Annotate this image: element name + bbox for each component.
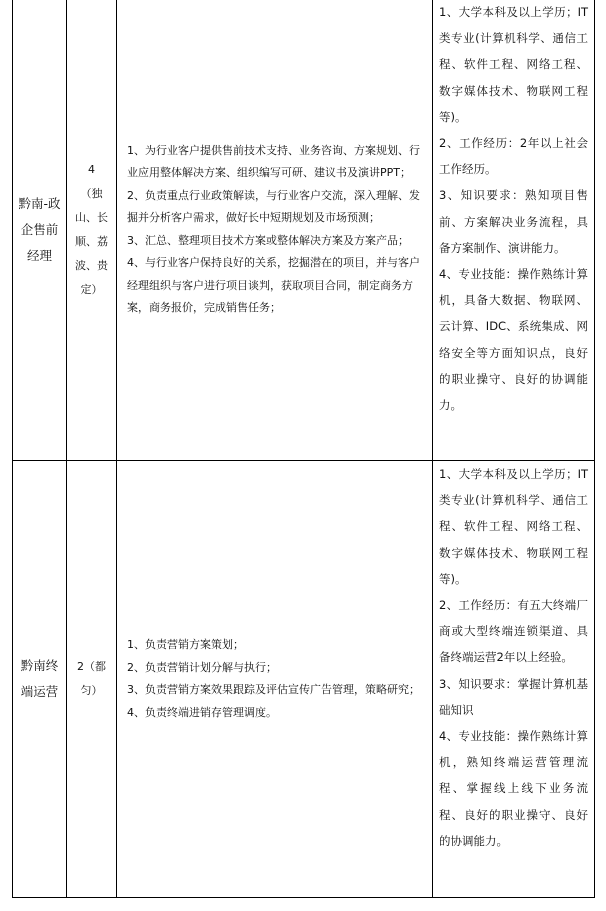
requirement-item: 2、工作经历：2年以上社会工作经历。 xyxy=(439,136,588,177)
duty-item: 4、负责终端进销存管理调度。 xyxy=(127,705,277,719)
position-cell xyxy=(13,0,67,461)
requirement-item: 3、知识要求：熟知项目售前、方案解决业务流程，具备方案制作、演讲能力。 xyxy=(439,188,588,255)
position-name: 黔南终端运营 xyxy=(20,658,59,699)
requirements-cell xyxy=(433,0,595,461)
duty-item: 3、汇总、整理项目技术方案或整体解决方案及方案产品； xyxy=(127,233,409,247)
requirement-item: 4、专业技能：操作熟练计算机，具备大数据、物联网、云计算、IDC、系统集成、网络安全等方面知识点，良好的职业操守、良好的协调能力。 xyxy=(439,267,588,413)
duty-item: 1、负责营销方案策划； xyxy=(127,638,244,651)
duty-item: 3、负责营销方案效果跟踪及评估宣传广告管理，策略研究； xyxy=(127,683,420,696)
duty-item: 2、负责营销计划分解与执行； xyxy=(127,660,277,674)
job-table xyxy=(12,0,595,898)
requirement-item: 4、专业技能：操作熟练计算机，熟知终端运营管理流程、掌握线上线下业务流程、良好的职业操守、良好的协调能力。 xyxy=(439,729,588,848)
duties-cell xyxy=(117,461,433,898)
requirement-item: 1、大学本科及以上学历；IT类专业(计算机科学、通信工程、软件工程、网络工程、数字媒体技术、物联网工程等)。 xyxy=(439,5,588,124)
requirements-cell xyxy=(433,461,595,898)
duty-item: 1、为行业客户提供售前技术支持、业务咨询、方案规划、行业应用整体解决方案、组织编写可研、建议书及演讲PPT； xyxy=(127,143,420,179)
requirement-item: 3、知识要求：掌握计算机基础知识 xyxy=(439,676,588,717)
table-row xyxy=(13,0,595,461)
headcount-locations: （独山、长顺、荔波、贵定） xyxy=(75,186,108,296)
requirement-item: 1、大学本科及以上学历；IT类专业(计算机科学、通信工程、软件工程、网络工程、数字媒体技术、物联网工程等)。 xyxy=(439,467,588,586)
duties-cell xyxy=(117,0,433,461)
position-cell xyxy=(13,461,67,898)
table-row xyxy=(13,461,595,898)
headcount-cell xyxy=(67,461,117,898)
headcount-value: 4 xyxy=(88,162,95,176)
requirement-item: 2、工作经历：有五大终端厂商或大型终端连锁渠道、具备终端运营2年以上经验。 xyxy=(439,598,588,665)
headcount-cell xyxy=(67,0,117,461)
position-name: 黔南-政企售前经理 xyxy=(18,195,61,263)
headcount-value: 2（都匀） xyxy=(77,660,106,697)
duty-item: 2、负责重点行业政策解读，与行业客户交流，深入理解、发掘并分析客户需求，做好长中短期规划及市场预测； xyxy=(127,188,420,224)
duty-item: 4、与行业客户保持良好的关系，挖掘潜在的项目，并与客户经理组织与客户进行项目谈判，获取项目合同，制定商务方案，商务报价，完成销售任务； xyxy=(127,256,420,314)
